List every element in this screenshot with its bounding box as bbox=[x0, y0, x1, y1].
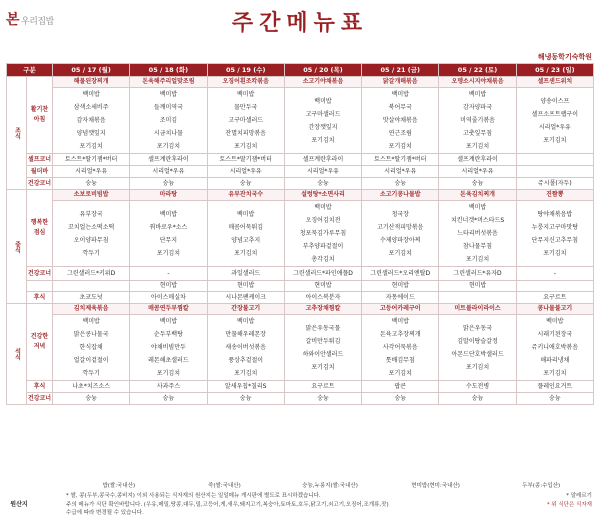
menu-cell: 시리얼*우유 bbox=[207, 166, 284, 178]
menu-cell: 그린샐러드*유자D bbox=[439, 267, 516, 281]
dish: 풍상추겉절이 bbox=[228, 357, 264, 364]
dish: 맑은우동국물 bbox=[305, 324, 341, 332]
menu-cell: 쥬시폴(자두) bbox=[516, 178, 593, 190]
menu-cell bbox=[130, 315, 207, 381]
dish: 깍두기 bbox=[82, 370, 100, 377]
menu-cell: 숭늉 bbox=[207, 393, 284, 405]
menu-cell: 시리얼*우유 bbox=[53, 166, 130, 178]
dish: 꼬치얼는소떡소떡 bbox=[67, 223, 115, 231]
dish: 물만두국 bbox=[234, 104, 258, 111]
dish: 새송이버섯볶음 bbox=[225, 344, 266, 351]
dish: 포기김치 bbox=[234, 143, 258, 150]
dish: 매콤어묵튀김 bbox=[228, 223, 264, 231]
school-name: 해냉동학기숙학원 bbox=[537, 53, 592, 61]
dish-list bbox=[362, 88, 438, 153]
dish: 포기김치 bbox=[234, 370, 258, 377]
dish: 꿔바로우*소스 bbox=[149, 223, 188, 231]
dish: 청포묵김가루무침 bbox=[299, 230, 347, 237]
dish: 총각김치 bbox=[311, 256, 335, 263]
dish: 돈육고추장찌개 bbox=[379, 331, 421, 338]
dish: 포기김치 bbox=[388, 249, 412, 257]
menu-cell: 아이스복분자 bbox=[284, 292, 361, 304]
menu-cell: 숭늉 bbox=[439, 178, 516, 190]
menu-cell: 과일샐러드 bbox=[207, 267, 284, 281]
menu-row-lunch-dessert bbox=[7, 292, 594, 304]
date-header: 05 / 17 (월) bbox=[53, 64, 130, 77]
menu-cell bbox=[53, 281, 130, 292]
menu-cell bbox=[207, 201, 284, 267]
main-dish: 돈육해주리얼맞조림 bbox=[130, 77, 207, 88]
menu-cell bbox=[362, 201, 439, 267]
dish: 부추양파겉절이 bbox=[302, 243, 344, 250]
dish-list bbox=[517, 315, 593, 380]
menu-cell: 현미밥 bbox=[130, 281, 207, 292]
date-header: 05 / 20 (목) bbox=[284, 64, 361, 77]
origin-item: 밥(쌀:국내산) bbox=[102, 483, 136, 489]
dish: 삼색소세비주 bbox=[73, 104, 109, 111]
menu-cell bbox=[516, 201, 593, 267]
dish-list bbox=[53, 208, 129, 260]
menu-cell: 나초*치즈소스 bbox=[53, 381, 130, 393]
main-dish: 오뎅소시지야채볶음 bbox=[439, 77, 516, 88]
dish: 단무지 bbox=[159, 236, 178, 244]
dish: 야채비빔만두 bbox=[151, 344, 186, 351]
menu-cell bbox=[130, 201, 207, 267]
dish-list bbox=[53, 315, 129, 380]
row-label: 건강코너 bbox=[27, 267, 53, 281]
logo-mark: 본 bbox=[6, 12, 20, 28]
menu-cell: 숭늉 bbox=[130, 178, 207, 190]
menu-cell bbox=[516, 281, 593, 292]
note-line: 주의 메뉴가 식단 확인바랍니다. (우유,메밀,땅콩,대두,밀,고등어,게,새우,돼지고기,복숭아,토마토,호두,닭고기,쇠고기,오징어,조개류,잣) bbox=[66, 501, 389, 508]
dish-list bbox=[130, 315, 206, 380]
dish: 포기김치 bbox=[311, 363, 335, 371]
menu-cell: - bbox=[516, 267, 593, 281]
dish-list bbox=[53, 88, 129, 153]
origin-item: 두부(콩:수입산) bbox=[522, 483, 561, 489]
menu-cell: 사과주스 bbox=[130, 381, 207, 393]
menu-cell: 그린샐러드*오리엔탈D bbox=[362, 267, 439, 281]
col-header-label: 구분 bbox=[7, 64, 53, 77]
main-dish: 해물된장찌개 bbox=[53, 77, 130, 88]
dish: 포기김치 bbox=[543, 249, 567, 257]
main-dish: 김치제육볶음 bbox=[53, 304, 130, 315]
dish-list bbox=[285, 95, 361, 147]
dish: 포기김치 bbox=[465, 143, 490, 150]
dish: 해파리냉채 bbox=[540, 357, 570, 364]
dish: 감자채볶음 bbox=[76, 117, 106, 124]
main-dish: 간장불고기 bbox=[207, 304, 284, 315]
row-label: 후식 bbox=[27, 381, 53, 393]
dish: 치킨너겟*머스타드S bbox=[450, 217, 505, 224]
dish: 백미밥 bbox=[237, 91, 255, 98]
menu-cell: 숭늉 bbox=[516, 393, 593, 405]
menu-cell: 셀프계란후라이 bbox=[130, 154, 207, 166]
meal-label: 석식 bbox=[7, 304, 27, 405]
dish: 포기김치 bbox=[388, 370, 412, 377]
menu-cell bbox=[516, 154, 593, 166]
menu-cell bbox=[53, 201, 130, 267]
dish: 미역줄기볶음 bbox=[460, 117, 495, 124]
menu-cell bbox=[516, 166, 593, 178]
dish: 맑은우동국 bbox=[463, 324, 493, 332]
dish: 포기김치 bbox=[388, 143, 412, 150]
main-dish: 돈육김치찌개 bbox=[439, 190, 516, 201]
dish: 백미밥 bbox=[82, 318, 100, 325]
dish-list bbox=[362, 315, 438, 380]
menu-cell: 시리얼*우유 bbox=[284, 166, 361, 178]
meal-label: 조식 bbox=[7, 77, 27, 190]
origin-item: 숭늉,누룽지(쌀:국내산) bbox=[302, 483, 358, 489]
menu-row-dinner-items bbox=[7, 315, 594, 381]
dish: 아몬드단호박샐러드 bbox=[451, 350, 504, 358]
dish: 시리얼*우유 bbox=[538, 123, 571, 131]
dish: 맛살야채볶음 bbox=[382, 117, 418, 124]
menu-cell: 숭늉 bbox=[53, 393, 130, 405]
menu-row-dinner-mains bbox=[7, 304, 594, 315]
menu-cell bbox=[207, 315, 284, 381]
logo-subtitle: 우리집밥 bbox=[21, 17, 54, 27]
origin-label: 원산지 bbox=[10, 501, 28, 508]
dish-list bbox=[208, 208, 284, 260]
menu-cell bbox=[362, 88, 439, 154]
menu-cell: 알새우칩*칠리S bbox=[207, 381, 284, 393]
main-dish: 유부잔치국수 bbox=[207, 190, 284, 201]
menu-cell bbox=[284, 201, 361, 267]
menu-cell: 숭늉 bbox=[362, 393, 439, 405]
dish: 고기산적피망볶음 bbox=[377, 223, 424, 231]
dish: 백미밥 bbox=[391, 318, 409, 325]
right-note: * 알레르기 bbox=[566, 493, 592, 499]
date-header: 05 / 23 (일) bbox=[516, 64, 593, 77]
dish: 탕야채볶음밥 bbox=[537, 210, 573, 218]
dish: 백미밥 bbox=[391, 91, 409, 98]
main-dish: 매콤연두부찜칼 bbox=[130, 304, 207, 315]
dish: 백미밥 bbox=[159, 318, 178, 325]
dish: 단무지신고추무침 bbox=[531, 236, 579, 244]
dish: 들깨미역국 bbox=[153, 104, 183, 111]
menu-cell: 현미밥 bbox=[362, 281, 439, 292]
menu-cell bbox=[130, 88, 207, 154]
menu-cell: 숭늉 bbox=[130, 393, 207, 405]
dish: 포기김치 bbox=[234, 249, 258, 257]
dish: 포기김치 bbox=[543, 370, 567, 377]
dish: 포기김치 bbox=[79, 143, 103, 150]
main-dish: 마라탕 bbox=[130, 190, 207, 201]
dish: 양념고추지 bbox=[231, 236, 261, 244]
date-header: 05 / 18 (화) bbox=[130, 64, 207, 77]
dish: 포기김치 bbox=[543, 136, 567, 144]
dish: 고구마샐러드 bbox=[228, 117, 264, 124]
main-dish: 콩나물불고기 bbox=[516, 304, 593, 315]
menu-cell: 그린샐러드*키위D bbox=[53, 267, 130, 281]
dish: 양념깻잎지 bbox=[76, 130, 106, 137]
menu-cell: 숭늉 bbox=[207, 178, 284, 190]
menu-cell: 시나몬팬케이크 bbox=[207, 292, 284, 304]
dish: 포기김치 bbox=[156, 249, 181, 257]
dish-list bbox=[130, 208, 206, 260]
dish: 백미밥 bbox=[468, 204, 487, 211]
date-header: 05 / 21 (금) bbox=[362, 64, 439, 77]
dish: 포기김치 bbox=[465, 256, 490, 263]
menu-row-breakfast-items bbox=[7, 88, 594, 154]
menu-row-breakfast-mains bbox=[7, 77, 594, 88]
dish: 고춧잎무침 bbox=[463, 130, 493, 137]
menu-cell bbox=[53, 88, 130, 154]
menu-cell: 초코도넛 bbox=[53, 292, 130, 304]
origin-item: 현미밥(현미:국내산) bbox=[411, 483, 460, 489]
dish-list bbox=[208, 88, 284, 153]
dish-list bbox=[208, 315, 284, 380]
dish: 오징어김치전 bbox=[305, 217, 341, 224]
main-dish: 닭갈개해볶음 bbox=[362, 77, 439, 88]
dish: 유부장국 bbox=[79, 210, 103, 218]
date-header: 05 / 19 (수) bbox=[207, 64, 284, 77]
right-note: * 위 식단은 식자재 bbox=[546, 501, 592, 508]
menu-cell bbox=[439, 292, 516, 304]
dish: 오이양파무침 bbox=[73, 236, 109, 244]
menu-cell bbox=[207, 88, 284, 154]
weekly-menu-table bbox=[6, 63, 594, 405]
dish-list bbox=[130, 88, 206, 153]
dish: 수제양파장아찌 bbox=[379, 236, 421, 244]
menu-cell: 셀프계란후라이 bbox=[284, 154, 361, 166]
dish: 만물해우레몬장 bbox=[225, 331, 266, 338]
main-dish: 고등어카레구이 bbox=[362, 304, 439, 315]
dish: 북어무국 bbox=[388, 104, 412, 111]
menu-cell: 숭늉 bbox=[439, 393, 516, 405]
menu-cell bbox=[516, 88, 593, 154]
dish: 한식잡채 bbox=[79, 344, 103, 351]
dish-list bbox=[517, 95, 593, 147]
main-dish: 소고기콩나물밥 bbox=[362, 190, 439, 201]
menu-cell bbox=[439, 201, 516, 267]
section-label: 활기찬 아침 bbox=[27, 77, 53, 154]
menu-row-dinner-dessert bbox=[7, 381, 594, 393]
footer-notes bbox=[66, 492, 586, 518]
menu-body bbox=[7, 77, 594, 405]
dish: 누룽지고구마맛탕 bbox=[531, 223, 579, 231]
dish: 백미밥 bbox=[159, 91, 178, 98]
dish: 순두부백탕 bbox=[153, 331, 183, 338]
row-label: 셀프코너 bbox=[27, 154, 53, 166]
dish: 시래기된장국 bbox=[537, 331, 573, 338]
menu-cell bbox=[439, 88, 516, 154]
dish-list bbox=[439, 322, 515, 374]
menu-cell: 토스트*딸기잼*버터 bbox=[207, 154, 284, 166]
dish: 포기김치 bbox=[465, 363, 490, 371]
dish: 셀프소프트랩구이 bbox=[531, 110, 579, 118]
dish-list bbox=[439, 201, 515, 266]
menu-cell: 수도전병 bbox=[439, 381, 516, 393]
dish-list bbox=[517, 208, 593, 260]
dish: 간장깻잎지 bbox=[308, 123, 338, 131]
dish: 백미밥 bbox=[314, 97, 332, 105]
menu-cell: 팝콘 bbox=[362, 381, 439, 393]
dish: 연근조림 bbox=[388, 130, 412, 137]
dish: 참나물무침 bbox=[463, 243, 493, 250]
dish: 백미밥 bbox=[237, 210, 255, 218]
dish: 맑은콩나물국 bbox=[73, 331, 109, 338]
main-dish: 오징어흰조칵볶음 bbox=[207, 77, 284, 88]
dish: 포기김치 bbox=[311, 136, 335, 144]
dish: 김말이탕슬갈정 bbox=[457, 337, 498, 345]
menu-cell: 숭늉 bbox=[362, 178, 439, 190]
dish: 깍두기 bbox=[82, 249, 100, 257]
main-dish: 진짬뽕 bbox=[516, 190, 593, 201]
dish: 백미밥 bbox=[314, 204, 332, 211]
dish: 쥬키니애호박볶음 bbox=[531, 344, 579, 351]
menu-cell: 시리얼*우유 bbox=[439, 166, 516, 178]
menu-row-breakfast-health bbox=[7, 178, 594, 190]
date-header-row bbox=[7, 64, 594, 77]
menu-row-lunch-mains bbox=[7, 190, 594, 201]
menu-row-lunch-items bbox=[7, 201, 594, 267]
row-label: 건강코너 bbox=[27, 393, 53, 405]
main-dish: 셀프샌드위치 bbox=[516, 77, 593, 88]
menu-cell bbox=[362, 315, 439, 381]
menu-cell: 현미밥 bbox=[284, 281, 361, 292]
dish-list bbox=[285, 322, 361, 374]
date-header: 05 / 22 (토) bbox=[439, 64, 516, 77]
dish: 얼갈이겉절이 bbox=[73, 357, 109, 364]
menu-row-dinner-health bbox=[7, 393, 594, 405]
meal-label: 중식 bbox=[7, 190, 27, 304]
menu-cell bbox=[439, 315, 516, 381]
menu-cell: 숭늉 bbox=[284, 178, 361, 190]
menu-cell bbox=[53, 315, 130, 381]
menu-cell: 현미밥 bbox=[207, 281, 284, 292]
dish: 백미밥 bbox=[237, 318, 255, 325]
menu-cell bbox=[516, 315, 593, 381]
origin-list bbox=[66, 481, 594, 489]
dish-list bbox=[285, 201, 361, 266]
dish: 시금치나물 bbox=[153, 130, 183, 137]
row-label: 월더바 bbox=[27, 166, 53, 178]
menu-cell bbox=[284, 88, 361, 154]
section-label: 건강한 저녁 bbox=[27, 304, 53, 381]
dish: 포기김치 bbox=[156, 143, 181, 150]
row-label: 후식 bbox=[27, 292, 53, 304]
dish: 백미밥 bbox=[468, 91, 487, 98]
row-label: 건강코너 bbox=[27, 178, 53, 190]
dish: 백미밥 bbox=[159, 210, 178, 218]
menu-cell: 요구르트 bbox=[284, 381, 361, 393]
menu-row-lunch-rice2 bbox=[7, 281, 594, 292]
menu-cell: 아이스매실차 bbox=[130, 292, 207, 304]
dish: 조미김 bbox=[159, 117, 178, 124]
dish: 청국장 bbox=[391, 210, 409, 218]
dish: 하와이안샐러드 bbox=[302, 350, 344, 358]
menu-row-lunch-health bbox=[7, 267, 594, 281]
main-dish: 소고기야채볶음 bbox=[284, 77, 361, 88]
main-dish: 고추장채찜칼 bbox=[284, 304, 361, 315]
note-line: 수급에 따라 변경될 수 있습니다. bbox=[66, 510, 144, 516]
footer-right-notes bbox=[547, 492, 592, 509]
menu-cell: 현미밥 bbox=[439, 281, 516, 292]
dish: 잔멸치피망볶음 bbox=[225, 130, 266, 137]
dish-list bbox=[439, 88, 515, 153]
dish: 갈비만두튀김 bbox=[305, 337, 341, 345]
dish: 레몬해초샐러드 bbox=[148, 357, 189, 364]
menu-cell: 토스트*딸기잼*버터 bbox=[362, 154, 439, 166]
menu-cell: 숭늉 bbox=[53, 178, 130, 190]
dish: 고구마샐러드 bbox=[305, 110, 341, 118]
menu-cell: 토스트*딸기잼*버터 bbox=[53, 154, 130, 166]
main-dish: 설렁탕*소면사리 bbox=[284, 190, 361, 201]
dish: 포기김치 bbox=[156, 370, 181, 377]
dish: 백미밥 bbox=[82, 91, 100, 98]
dish-list bbox=[362, 208, 438, 260]
menu-cell: 그린샐러드*파인애플D bbox=[284, 267, 361, 281]
menu-cell: 요구르트 bbox=[516, 292, 593, 304]
menu-row-breakfast-self bbox=[7, 154, 594, 166]
main-dish: 미트볼라이라이스 bbox=[439, 304, 516, 315]
dish: 감자양파국 bbox=[463, 104, 493, 111]
menu-cell: - bbox=[130, 267, 207, 281]
dish: 톳배김무침 bbox=[385, 357, 415, 364]
main-dish: 소보로비빔밥 bbox=[53, 190, 130, 201]
dish: 느타리버섯볶음 bbox=[457, 230, 498, 237]
menu-row-breakfast-cereal bbox=[7, 166, 594, 178]
dish: 양송이스프 bbox=[540, 97, 570, 105]
menu-cell: 자몽에이드 bbox=[362, 292, 439, 304]
menu-cell: 셀프계란후라이 bbox=[439, 154, 516, 166]
note-line: * 쌀, 콩(두부,콩국수,콩비지) 이외 사용되는 식자재의 원산지는 일일메뉴 게시판에 별도로 표시하겠습니다. bbox=[66, 493, 321, 499]
row-label bbox=[27, 281, 53, 292]
menu-cell bbox=[284, 315, 361, 381]
section-label: 행복한 점심 bbox=[27, 190, 53, 267]
menu-cell: 시리얼*우유 bbox=[362, 166, 439, 178]
menu-cell: 시리얼*우유 bbox=[130, 166, 207, 178]
menu-cell: 플레인요거트 bbox=[516, 381, 593, 393]
origin-item: 죽(쌀:국내산) bbox=[208, 483, 241, 489]
menu-cell: 숭늉 bbox=[284, 393, 361, 405]
dish: 사각어묵볶음 bbox=[382, 344, 418, 351]
page-title: 주간메뉴표 bbox=[231, 11, 369, 36]
dish: 백미밥 bbox=[546, 318, 564, 325]
